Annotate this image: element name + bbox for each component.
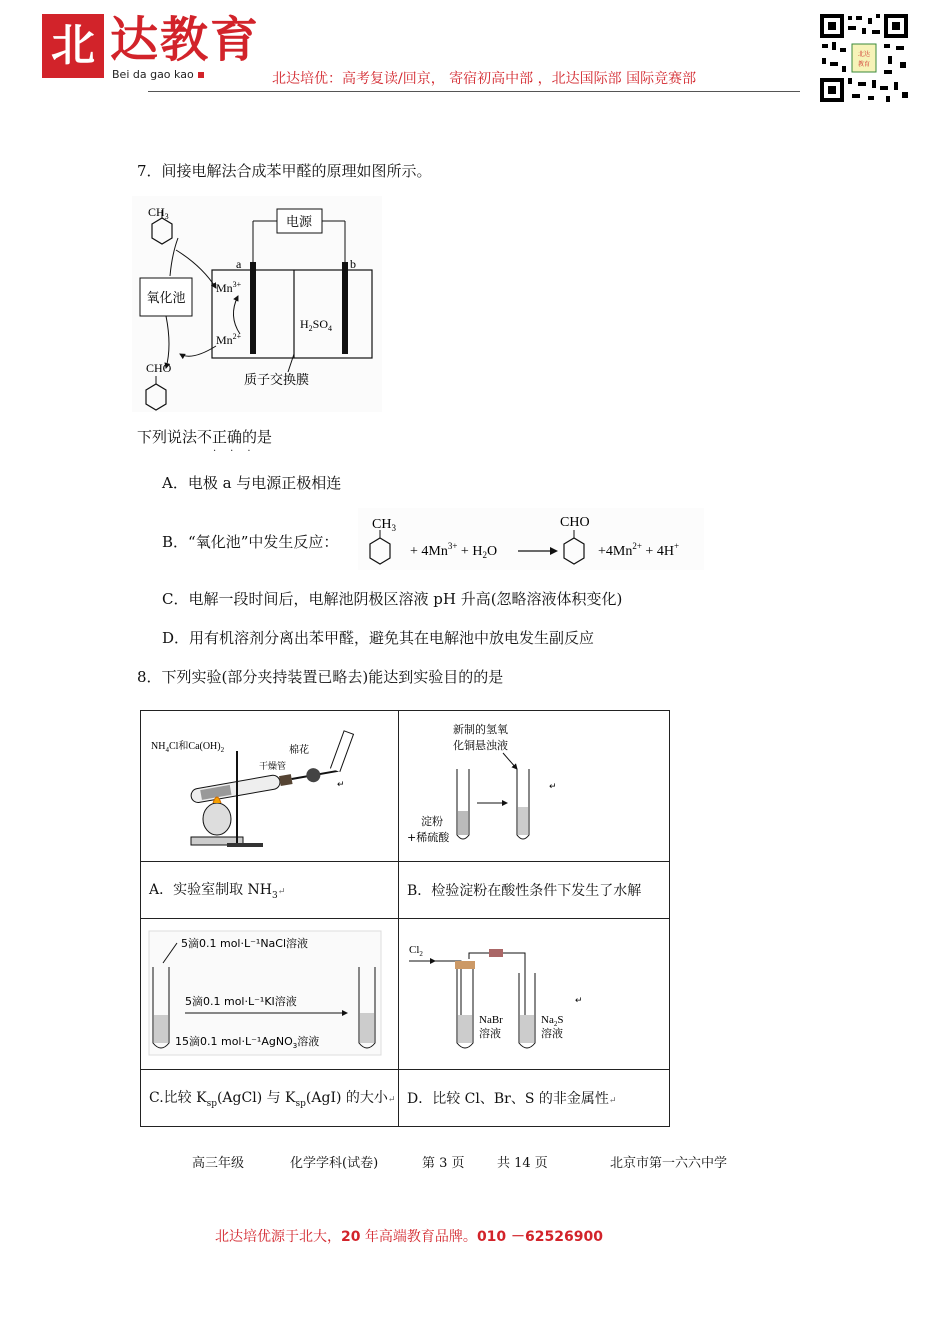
mn3-label: $Mn^{3+}$	[216, 280, 242, 295]
header-divider	[148, 91, 800, 92]
exp-c-step-2: 5滴0.1 mol·L⁻¹KI溶液	[185, 995, 297, 1008]
exp-a-caption: A．实验室制取 $NH_3↵$	[141, 862, 399, 919]
power-source-label: 电源	[285, 215, 313, 230]
exp-a-return-mark: ↵	[337, 779, 345, 789]
toluene-label: $CH_3$	[148, 205, 169, 221]
exp-d-return-mark: ↵	[575, 995, 583, 1005]
exp-c-caption-sub1: sp	[206, 1098, 217, 1109]
footer-subject: 化学学科(试卷)	[290, 1156, 379, 1171]
exp-d-figure	[399, 919, 670, 1070]
exp-b-caption-text: B．检验淀粉在酸性条件下发生了水解	[407, 883, 642, 899]
h2so4-label: $H_2SO_4$	[300, 317, 333, 333]
ad-phone: 010 －62526900	[476, 1229, 603, 1245]
q7-option-d: D．用有机溶剂分离出苯甲醛，避免其在电解池中放电发生副反应	[162, 629, 595, 647]
q8-stem: 8．下列实验(部分夹持装置已略去)能达到实验目的的是	[137, 668, 504, 686]
q7-equation	[358, 508, 704, 570]
ad-years: 20	[341, 1229, 361, 1245]
exp-c-caption-mid: (AgCl) 与 K	[216, 1090, 296, 1107]
exp-b-caption	[399, 862, 670, 919]
logo-subtitle-text: Bei da gao kao	[112, 68, 194, 81]
exp-a-figure	[141, 711, 399, 862]
q8-experiment-table	[140, 710, 670, 1127]
eq-left-side: + $4Mn^{3+} + H_2O$	[410, 541, 498, 560]
exp-c-caption-pre: C.比较 K	[149, 1090, 207, 1107]
nonmetal-comparison-apparatus	[399, 919, 669, 1065]
q7-option-c: C．电解一段时间后，电解池阴极区溶液 pH 升高(忽略溶液体积变化)	[162, 590, 623, 608]
electrolysis-diagram	[132, 196, 382, 412]
exp-d-tube1-sublabel: 溶液	[479, 1027, 501, 1040]
exp-c-caption: C.比较 $K_{sp}(AgCl)$ 与 $K_{sp}(AgI)$ 的大小↵	[141, 1070, 399, 1127]
footer-school: 北京市第一六六中学	[610, 1156, 728, 1171]
exp-d-caption-text: D．比较 Cl、Br、S 的非金属性	[407, 1091, 609, 1107]
exp-b-reagent-label-1: 新制的氢氧	[453, 723, 508, 736]
mn2-label: $Mn^{2+}$	[216, 332, 242, 347]
ad-text-1: 北达培优源于北大，	[215, 1229, 341, 1245]
electrode-b-label: b	[350, 257, 356, 271]
emphasis-dots: ···	[213, 446, 265, 457]
exp-a-caption-text: A．实验室制取 NH	[149, 882, 273, 899]
exp-d-tube1-label: NaBr	[479, 1014, 503, 1026]
q7-prompt: 下列说法不正确的是	[137, 428, 273, 446]
exp-d-caption: D．比较 Cl、Br、S 的非金属性↵	[399, 1070, 670, 1127]
svg-text:教育: 教育	[857, 61, 871, 68]
membrane-label: 质子交换膜	[244, 373, 310, 388]
eq-product-group: CHO	[560, 515, 590, 530]
header-tagline: 北达培优：高考复读/回京， 寄宿初高中部 ，北达国际部 国际竞赛部	[272, 71, 697, 87]
exp-a-drying-tube-label: 干燥管	[259, 762, 287, 772]
exp-c-caption-end: (AgI) 的大小	[305, 1090, 388, 1107]
oxidation-tank-label: 氧化池	[146, 291, 186, 306]
footer-page: 第 3 页	[422, 1156, 465, 1171]
starch-hydrolysis-apparatus	[399, 711, 669, 857]
qr-code-icon	[818, 12, 910, 104]
exp-b-figure	[399, 711, 670, 862]
exp-b-sample-label-2: +稀硫酸	[407, 831, 450, 844]
exp-c-figure	[141, 919, 399, 1070]
logo-dot	[198, 72, 204, 78]
exp-b-sample-label-1: 淀粉	[421, 815, 443, 828]
exp-b-return-mark: ↵	[549, 782, 557, 792]
q7-option-a: A．电极 a 与电源正极相连	[162, 474, 342, 492]
footer-total: 共 14 页	[497, 1156, 548, 1171]
benzaldehyde-label: CHO	[146, 361, 172, 375]
exp-a-caption-sub: 3	[272, 890, 278, 901]
ksp-comparison-apparatus	[141, 919, 398, 1065]
exp-d-gas-label: $Cl_2$	[409, 944, 423, 958]
eq-reactant-group: $CH_3$	[372, 517, 396, 533]
footer-grade: 高三年级	[192, 1156, 245, 1171]
electrode-a-label: a	[236, 257, 242, 271]
exp-d-tube2-sublabel: 溶液	[541, 1027, 563, 1040]
ad-text-2: 年高端教育品牌。	[360, 1229, 477, 1245]
q7-stem: 7．间接电解法合成苯甲醛的原理如图所示。	[137, 162, 432, 180]
logo-mark: 北	[42, 14, 104, 78]
exp-c-step-3: 15滴0.1 mol·L⁻¹AgNO$_3$溶液	[175, 1035, 320, 1050]
logo-name: 达教育	[110, 12, 261, 68]
exp-a-cotton-label: 棉花	[289, 745, 309, 756]
exp-d-tube2-label: $Na_2S$	[541, 1014, 564, 1028]
exp-a-reagent-label: $NH_4Cl$和$Ca(OH)_2$	[151, 741, 225, 754]
logo-subtitle	[112, 68, 204, 81]
bottom-advert	[215, 1226, 603, 1246]
exp-b-reagent-label-2: 化铜悬浊液	[453, 739, 508, 752]
exp-c-caption-sub2: sp	[295, 1098, 306, 1109]
exp-c-step-1: 5滴0.1 mol·L⁻¹NaCl溶液	[181, 937, 309, 950]
q7-option-b: B．“氧化池”中发生反应：	[162, 533, 339, 551]
nh3-apparatus	[141, 711, 398, 857]
qr-label: 北达	[857, 51, 871, 58]
eq-right-side: $+4Mn^{2+} + 4H^+$	[598, 541, 680, 559]
